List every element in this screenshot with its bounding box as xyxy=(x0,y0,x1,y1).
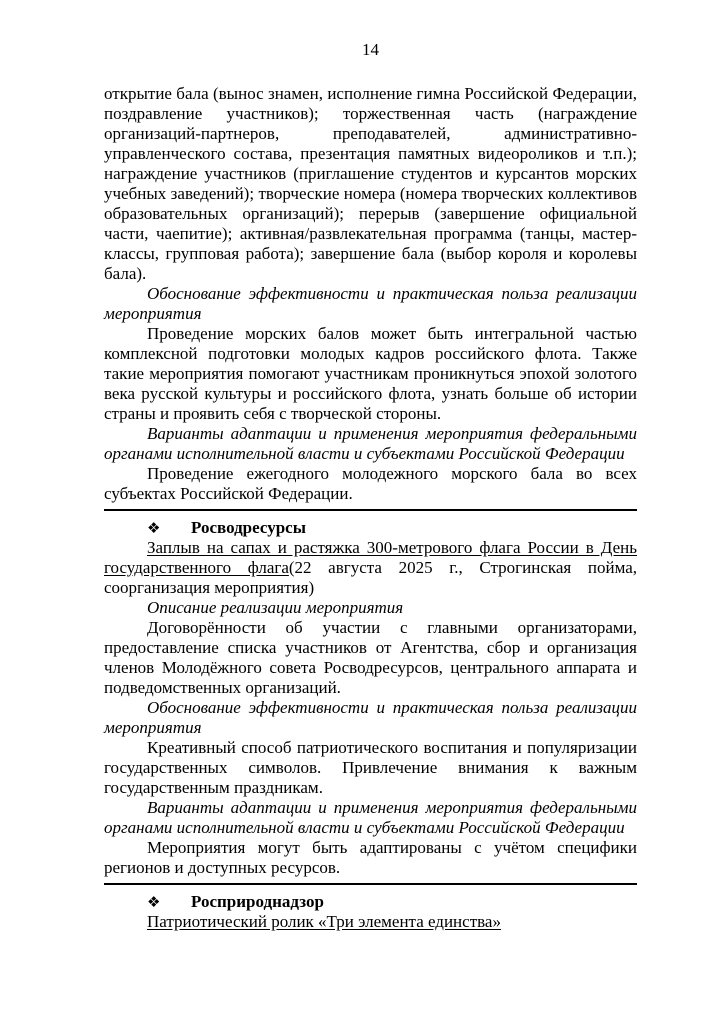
paragraph-event-title-sup-swim xyxy=(104,538,637,598)
section-divider xyxy=(104,509,637,511)
heading-adaptation-naval-ball: Варианты адаптации и применения мероприятия федеральными органами исполнительной власти и субъектами Российской Федерации xyxy=(104,424,637,463)
page-number: 14 xyxy=(362,40,379,59)
paragraph-description-rosvod: Договорённости об участии с главными организаторами, предоставление списка участников от Агентства, сбор и организация членов Молодёжного совета Росводресурсов, центрального аппарата и подведомственных организаций. xyxy=(104,618,637,697)
paragraph-adaptation-naval-ball: Проведение ежегодного молодежного морского бала во всех субъектах Российской Федерации. xyxy=(104,464,637,503)
paragraph-ball-program: открытие бала (вынос знамен, исполнение гимна Российской Федерации, поздравление участников); торжественная часть (награждение организаций-партнеров, преподавателей, административно-управленческого состава, презентация памятных видеороликов и т.п.); награждение участников (приглашение студентов и курсантов морских учебных заведений); творческие номера (номера творческих коллективов образовательных организаций); перерыв (завершение официальной части, чаепитие); активная/развлекательная программа (танцы, мастер-классы, групповая работа); завершение бала (выбор короля и королевы бала). xyxy=(104,84,637,283)
heading-description-rosvod: Описание реализации мероприятия xyxy=(147,598,404,617)
diamond-bullet-icon: ❖ xyxy=(147,519,161,537)
paragraph-adaptation-rosvod: Мероприятия могут быть адаптированы с учётом специфики регионов и доступных ресурсов. xyxy=(104,838,637,877)
diamond-bullet-icon: ❖ xyxy=(147,893,161,911)
event-title-details: (22 августа 2025 г., Строгинская пойма, соорганизация мероприятия) xyxy=(104,558,638,597)
heading-effectiveness-naval-ball: Обоснование эффективности и практическая польза реализации мероприятия xyxy=(104,284,637,323)
paragraph-event-title-patriotic-video xyxy=(104,912,637,932)
paragraph-effectiveness-rosvod: Креативный способ патриотического воспитания и популяризации государственных символов. Привлечение внимания к важным государственным праздникам. xyxy=(104,738,637,797)
section-title-rosprirodnadzor: Росприроднадзор xyxy=(191,892,324,911)
heading-adaptation-rosvod: Варианты адаптации и применения мероприятия федеральными органами исполнительной власти и субъектами Российской Федерации xyxy=(104,798,637,837)
section-divider xyxy=(104,883,637,885)
paragraph-effectiveness-naval-ball: Проведение морских балов может быть интегральной частью комплексной подготовки молодых кадров российского флота. Также такие мероприятия помогают участникам проникнуться эпохой золотого века русской культуры и российского флота, узнать больше об истории страны и проявить себя с творческой стороны. xyxy=(104,324,637,423)
heading-effectiveness-rosvod: Обоснование эффективности и практическая польза реализации мероприятия xyxy=(104,698,637,737)
section-header-rosprirodnadzor xyxy=(104,892,637,912)
section-header-rosvodresursy xyxy=(104,518,637,538)
section-title-rosvodresursy: Росводресурсы xyxy=(191,518,306,537)
event-title-underlined: Патриотический ролик «Три элемента единства» xyxy=(147,912,501,931)
event-title-underlined: Заплыв на сапах и растяжка 300-метрового флага России в День государственного флага xyxy=(104,538,637,577)
